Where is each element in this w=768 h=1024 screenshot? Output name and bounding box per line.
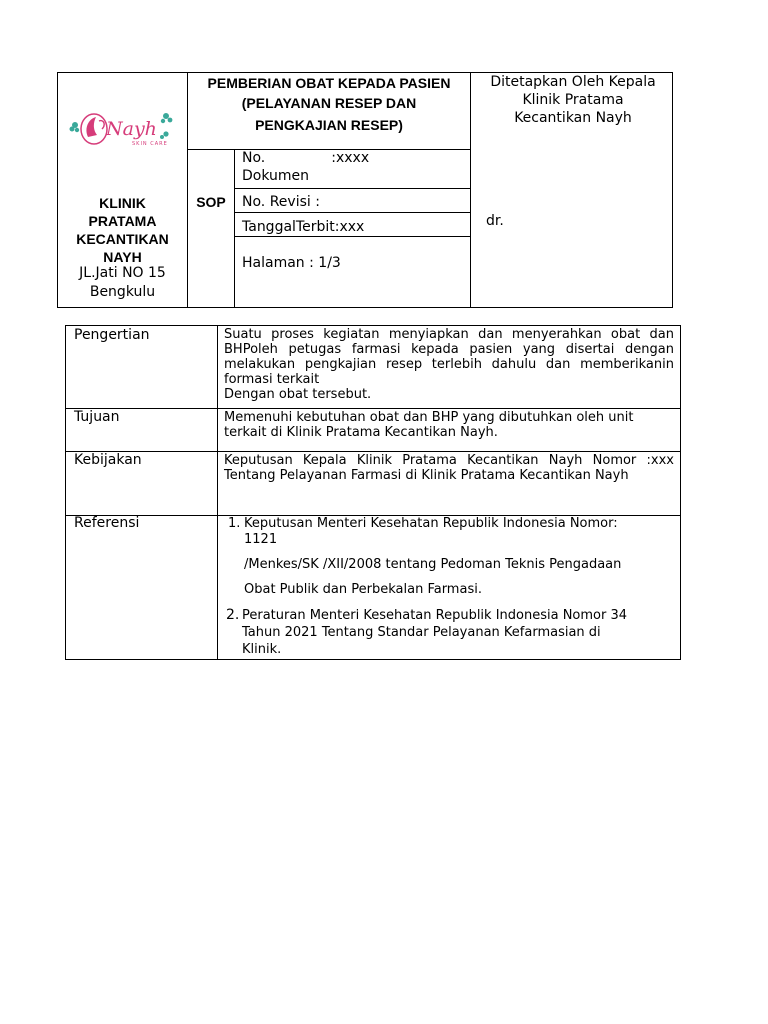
- header-divider-2: [470, 73, 471, 307]
- reference-2-number: 2.: [226, 607, 240, 623]
- content-rule-1: [66, 408, 680, 409]
- approval-statement: Ditetapkan Oleh Kepala Klinik Pratama Kecantikan Nayh: [490, 74, 656, 126]
- logo-wordmark: Nayh: [106, 118, 157, 140]
- referensi-label: Referensi: [74, 515, 140, 531]
- pengertian-label: Pengertian: [74, 327, 150, 343]
- document-title: PEMBERIAN OBAT KEPADA PASIEN (PELAYANAN RESEP DAN PENGKAJIAN RESEP): [207, 75, 451, 133]
- page-number: Halaman : 1/3: [242, 255, 341, 271]
- clinic-address: JL.Jati NO 15 Bengkulu: [79, 265, 166, 300]
- sop-header-table: [57, 72, 673, 308]
- sop-label: SOP: [196, 194, 226, 210]
- revision-number: No. Revisi :: [242, 194, 320, 210]
- content-rule-2: [66, 451, 680, 452]
- logo-subtext: SKIN CARE: [132, 141, 168, 147]
- header-rule-3: [234, 236, 470, 237]
- kebijakan-label: Kebijakan: [74, 452, 142, 468]
- reference-1-number: 1.: [228, 516, 241, 531]
- document-number: No. :xxxx Dokumen: [242, 150, 370, 184]
- reference-1-text: Keputusan Menteri Kesehatan Republik Indonesia Nomor: 1121 /Menkes/SK /XII/2008 tentang Pedoman Teknis Pengadaan Obat Publik dan Perbekalan Farmasi.: [244, 516, 622, 597]
- header-divider-sop: [234, 149, 235, 307]
- tujuan-text: Memenuhi kebutuhan obat dan BHP yang dibutuhkan oleh unit terkait di Klinik Pratama Kecantikan Nayh.: [224, 410, 634, 440]
- sop-content-table: [65, 325, 681, 660]
- header-rule-2: [234, 212, 470, 213]
- tujuan-label: Tujuan: [74, 409, 120, 425]
- header-rule-1: [234, 188, 470, 189]
- kebijakan-text: Keputusan Kepala Klinik Pratama Kecantikan Nayh Nomor :xxx Tentang Pelayanan Farmasi di Klinik Pratama Kecantikan Nayh: [224, 453, 674, 483]
- content-divider: [217, 326, 218, 659]
- clinic-logo: [66, 107, 176, 151]
- pengertian-text: Suatu proses kegiatan menyiapkan dan menyerahkan obat dan BHPoleh petugas farmasi kepada pasien yang disertai dengan melakukan pengkajian resep terlebih dahulu dan memberikanin formasi terkait Dengan obat tersebut.: [224, 327, 674, 402]
- signatory: dr.: [486, 213, 504, 229]
- clinic-name: KLINIK PRATAMA KECANTIKAN NAYH: [76, 195, 169, 265]
- issue-date: TanggalTerbit:xxx: [242, 219, 365, 235]
- reference-2-text: Peraturan Menteri Kesehatan Republik Indonesia Nomor 34 Tahun 2021 Tentang Standar Pelayanan Kefarmasian di Klinik.: [242, 608, 628, 657]
